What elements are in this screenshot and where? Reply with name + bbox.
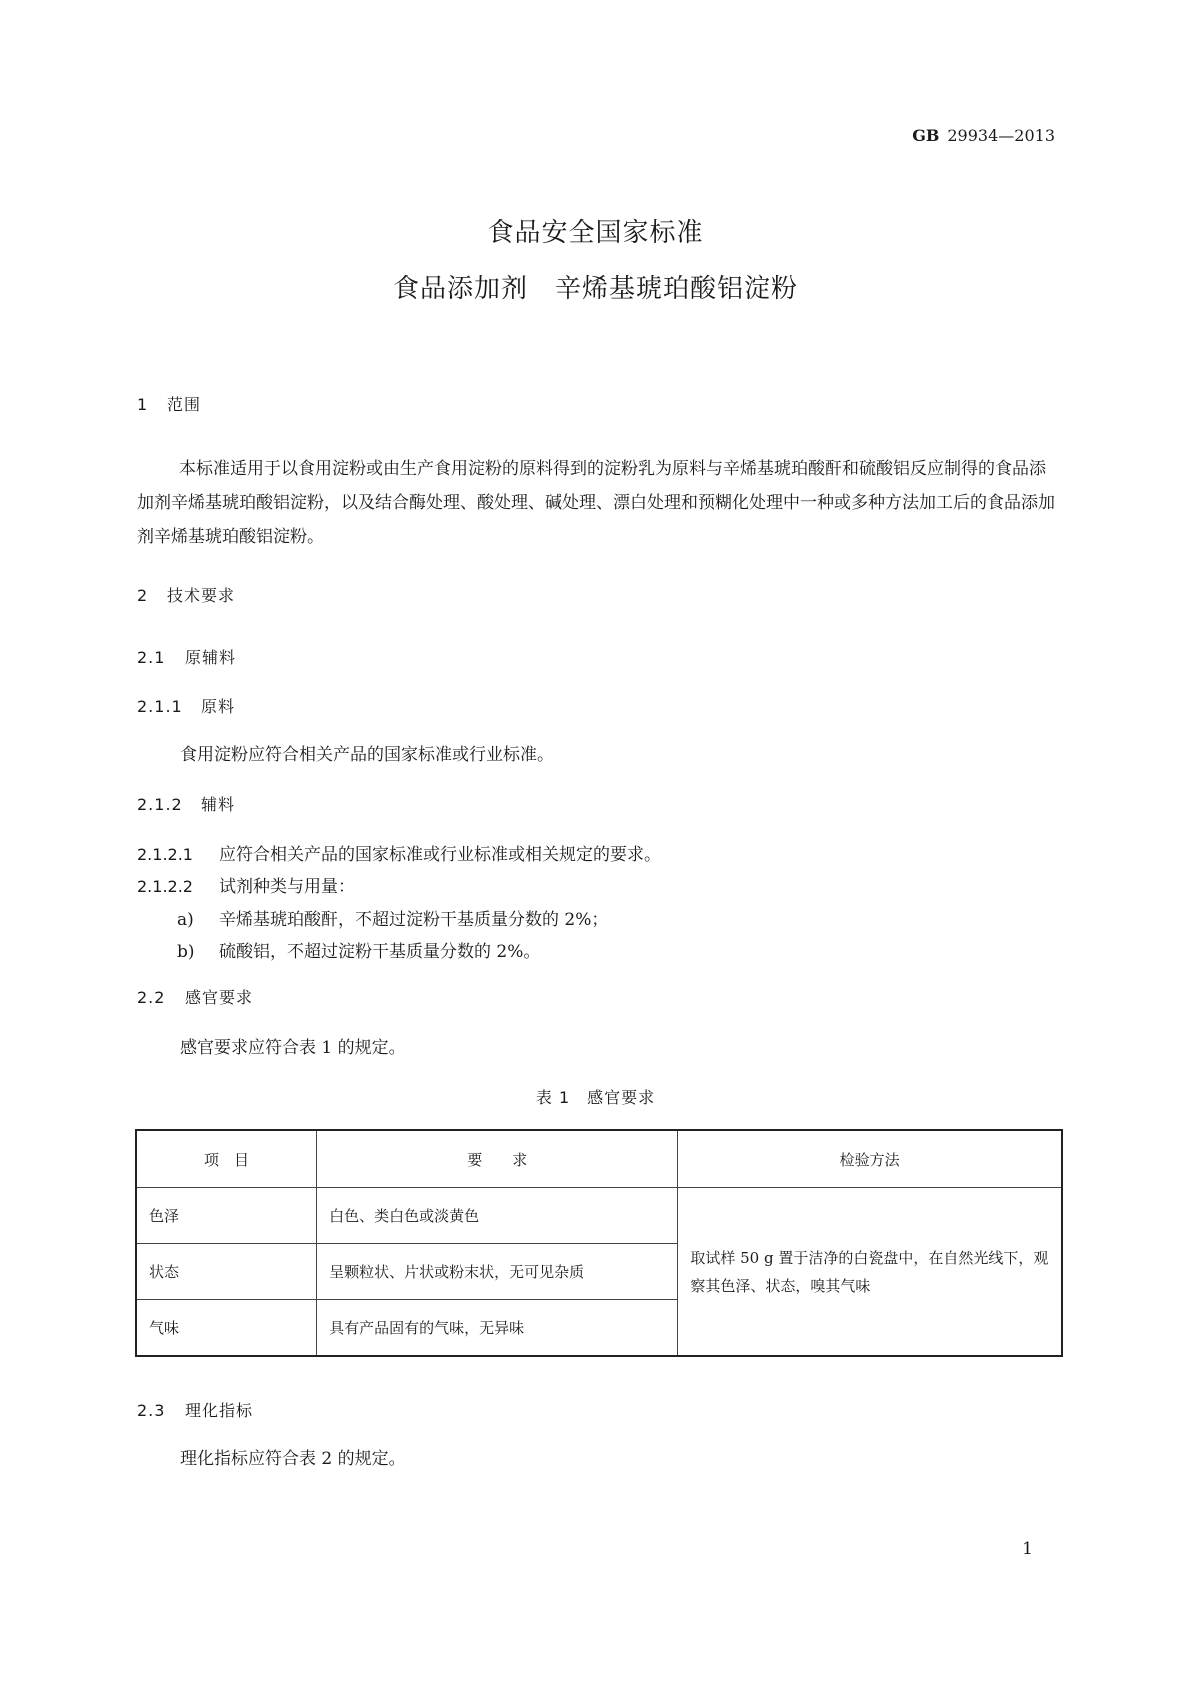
list-item-text: 硫酸铝，不超过淀粉干基质量分数的 2%。 xyxy=(219,942,541,962)
list-item-label: a) xyxy=(177,910,194,930)
section-1-heading xyxy=(137,392,201,415)
section-title: 辅料 xyxy=(201,795,236,814)
sensory-paragraph: 感官要求应符合表 1 的规定。 xyxy=(180,1038,406,1058)
section-2-1-2-heading xyxy=(137,792,235,815)
physicochemical-paragraph: 理化指标应符合表 2 的规定。 xyxy=(180,1449,406,1469)
sensory-requirements-table xyxy=(135,1129,1063,1357)
clause-text: 应符合相关产品的国家标准或行业标准或相关规定的要求。 xyxy=(219,845,661,865)
document-subtitle: 食品添加剂 辛烯基琥珀酸铝淀粉 xyxy=(392,274,798,304)
list-item-b xyxy=(177,937,540,962)
section-2-2-heading xyxy=(137,985,253,1008)
raw-material-paragraph: 食用淀粉应符合相关产品的国家标准或行业标准。 xyxy=(180,745,554,765)
section-number: 2.1.1 xyxy=(137,697,183,716)
table-cell-item: 气味 xyxy=(136,1300,317,1357)
section-2-3-heading xyxy=(137,1398,253,1421)
clause-number: 2.1.2.2 xyxy=(137,877,193,896)
section-title: 技术要求 xyxy=(167,586,236,605)
section-number: 2.1.2 xyxy=(137,795,183,814)
section-number: 2 xyxy=(137,586,149,605)
section-title: 感官要求 xyxy=(185,988,254,1007)
standard-code xyxy=(912,126,1055,145)
table-header-row xyxy=(136,1130,1062,1188)
clause-text: 试剂种类与用量： xyxy=(219,877,355,897)
section-title: 原料 xyxy=(201,697,236,716)
standard-code-prefix: GB xyxy=(912,126,940,145)
clause-2-1-2-2 xyxy=(137,872,355,897)
section-2-1-1-heading xyxy=(137,694,235,717)
clause-number: 2.1.2.1 xyxy=(137,845,193,864)
list-item-a xyxy=(177,905,608,930)
table-header-cell: 项 目 xyxy=(136,1130,317,1188)
table-1-caption: 表 1 感官要求 xyxy=(535,1088,656,1107)
section-title: 范围 xyxy=(167,395,202,414)
table-row xyxy=(136,1188,1062,1244)
section-title: 理化指标 xyxy=(185,1401,254,1420)
section-number: 1 xyxy=(137,395,149,414)
standard-code-number: 29934—2013 xyxy=(947,126,1055,145)
table-cell-requirement: 具有产品固有的气味，无异味 xyxy=(317,1300,678,1357)
list-item-label: b) xyxy=(177,942,195,962)
table-header-cell: 要 求 xyxy=(317,1130,678,1188)
section-number: 2.1 xyxy=(137,648,166,667)
section-number: 2.3 xyxy=(137,1401,166,1420)
table-cell-requirement: 白色、类白色或淡黄色 xyxy=(317,1188,678,1244)
table-cell-method: 取试样 50 g 置于洁净的白瓷盘中，在自然光线下，观察其色泽、状态，嗅其气味 xyxy=(678,1188,1062,1357)
table-header-cell: 检验方法 xyxy=(678,1130,1062,1188)
table-cell-item: 色泽 xyxy=(136,1188,317,1244)
table-cell-item: 状态 xyxy=(136,1244,317,1300)
document-title: 食品安全国家标准 xyxy=(487,218,704,248)
section-2-heading xyxy=(137,583,235,606)
section-number: 2.2 xyxy=(137,988,166,1007)
page-number: 1 xyxy=(1022,1539,1033,1559)
clause-2-1-2-1 xyxy=(137,840,661,865)
scope-paragraph: 本标准适用于以食用淀粉或由生产食用淀粉的原料得到的淀粉乳为原料与辛烯基琥珀酸酐和硫酸铝反应制得的食品添加剂辛烯基琥珀酸铝淀粉，以及结合酶处理、酸处理、碱处理、漂白处理和预糊化处理中一种或多种方法加工后的食品添加剂辛烯基琥珀酸铝淀粉。 xyxy=(137,459,1055,547)
section-title: 原辅料 xyxy=(185,648,237,667)
section-2-1-heading xyxy=(137,645,236,668)
table-cell-requirement: 呈颗粒状、片状或粉末状，无可见杂质 xyxy=(317,1244,678,1300)
list-item-text: 辛烯基琥珀酸酐，不超过淀粉干基质量分数的 2%； xyxy=(219,910,609,930)
